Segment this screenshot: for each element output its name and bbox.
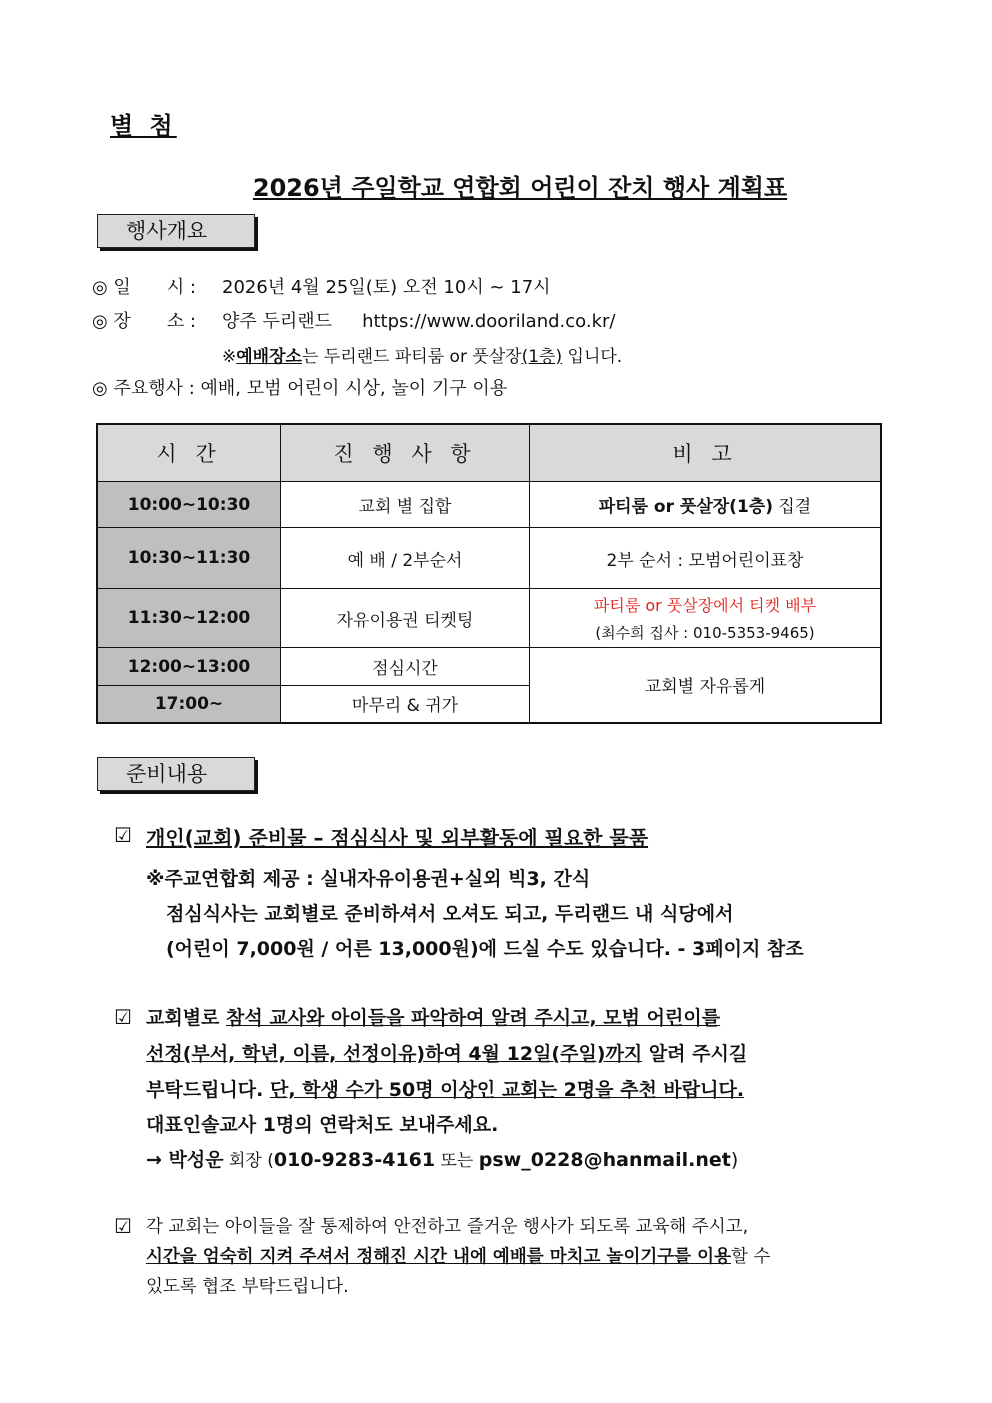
item3-underlined: 시간을 엄숙히 지켜 주셔서 정해진 시간 내에 예배를 마치고 놀이기구를 이용 [146, 1247, 731, 1267]
note-bold: 예배장소 [236, 347, 302, 367]
prep-item1-line3: (어린이 7,000원 / 어른 13,000원)에 드실 수도 있습니다. - 3페이지 참조 [166, 938, 804, 960]
prep-item1-line2: 점심식사는 교회별로 준비하셔서 오셔도 되고, 두리랜드 내 식당에서 [166, 903, 734, 925]
row-program: 마무리 & 귀가 [281, 686, 530, 723]
prep-item2-line3 [146, 1075, 744, 1102]
header-program: 진 행 사 항 [281, 424, 530, 482]
prep-item2-line2 [146, 1039, 747, 1066]
row-note: 교회별 자유롭게 [530, 648, 882, 723]
note-prefix: ※ [222, 347, 237, 367]
contact-email[interactable]: psw_0228@hanmail.net [478, 1149, 731, 1171]
row-note [530, 589, 882, 648]
prep-item1-title: 개인(교회) 준비물 – 점심식사 및 외부활동에 필요한 물품 [146, 826, 649, 850]
date-label: ◎ 일 시 : [92, 277, 196, 298]
table-row [97, 589, 881, 648]
prep-heading: 준비내용 [97, 757, 255, 791]
table-row [97, 528, 881, 589]
note-red: 파티룸 or 풋살장에서 티켓 배부 [593, 596, 817, 615]
contact-end: ) [730, 1149, 739, 1171]
table-header-row [97, 424, 881, 482]
row-program: 예 배 / 2부순서 [281, 528, 530, 589]
row-time: 10:00~10:30 [97, 482, 281, 528]
place-label: ◎ 장 소 : [92, 311, 196, 332]
info-place [92, 307, 615, 333]
contact-name: → 박성운 [146, 1149, 224, 1171]
row-time: 12:00~13:00 [97, 648, 281, 686]
row-program: 점심시간 [281, 648, 530, 686]
note-contact: (최수희 집사 : 010-5353-9465) [595, 624, 815, 642]
contact-or: 또는 [435, 1151, 479, 1171]
item3-end: 할 수 [730, 1247, 771, 1267]
row-time: 10:30~11:30 [97, 528, 281, 589]
row-program: 교회 별 집합 [281, 482, 530, 528]
prep-contact [146, 1145, 738, 1172]
item2-part-c: 선정(부서, 학년, 이름, 선정이유)하여 4월 12일(주일)까지 [146, 1043, 643, 1065]
prep-item3-line3: 있도록 협조 부탁드립니다. [146, 1277, 349, 1297]
overview-heading: 행사개요 [97, 214, 255, 248]
table-row [97, 648, 881, 686]
row-time: 11:30~12:00 [97, 589, 281, 648]
row-note [530, 482, 882, 528]
events-value: 예배, 모범 어린이 시상, 놀이 기구 이용 [200, 378, 508, 399]
note-mid: 는 두리랜드 파티룸 or 풋살장 [301, 347, 522, 367]
note-bold-part: 파티룸 or 풋살장(1층) [598, 497, 773, 517]
checkbox-icon: ☑ [114, 1005, 132, 1029]
checkbox-icon: ☑ [114, 823, 132, 847]
row-time: 17:00~ [97, 686, 281, 723]
checkbox-icon: ☑ [114, 1214, 132, 1238]
item2-part-a: 교회별로 [146, 1007, 227, 1029]
contact-role: 회장 ( [223, 1151, 274, 1171]
prep-item3-line1: 각 교회는 아이들을 잘 통제하여 안전하고 즐거운 행사가 되도록 교육해 주시고, [146, 1217, 749, 1237]
place-value: 양주 두리랜드 [222, 311, 333, 332]
attachment-label: 별 첨 [110, 112, 177, 140]
row-note: 2부 순서 : 모범어린이표창 [530, 528, 882, 589]
header-time: 시 간 [97, 424, 281, 482]
item2-part-f: 단, 학생 수가 50명 이상인 교회는 2명을 추천 바랍니다. [269, 1079, 745, 1101]
note-end: 입니다. [562, 347, 623, 367]
venue-note [222, 342, 622, 367]
row-program: 자유이용권 티켓팅 [281, 589, 530, 648]
prep-item2-line4: 대표인솔교사 1명의 연락처도 보내주세요. [146, 1114, 499, 1136]
document-title: 2026년 주일학교 연합회 어린이 잔치 행사 계획표 [252, 174, 788, 202]
contact-phone: 010-9283-4161 [273, 1149, 436, 1171]
info-date [92, 273, 551, 299]
place-url[interactable]: https://www.dooriland.co.kr/ [362, 311, 616, 332]
item2-part-d: 알려 주시길 [642, 1043, 748, 1065]
table-row [97, 482, 881, 528]
schedule-table [96, 423, 882, 724]
item2-part-e: 부탁드립니다. [146, 1079, 270, 1101]
note-underline: (1층) [521, 347, 563, 367]
info-events [92, 374, 507, 400]
note-rest: 집결 [772, 497, 812, 517]
events-label: ◎ 주요행사 : [92, 378, 195, 399]
prep-item2-line1 [146, 1003, 720, 1030]
item2-part-b: 참석 교사와 아이들을 파악하여 알려 주시고, 모범 어린이를 [226, 1007, 721, 1029]
prep-item1-line1: ※주교연합회 제공 : 실내자유이용권+실외 빅3, 간식 [146, 868, 591, 890]
header-note: 비 고 [530, 424, 882, 482]
date-value: 2026년 4월 25일(토) 오전 10시 ~ 17시 [222, 277, 551, 298]
prep-item3-line2 [146, 1243, 770, 1268]
